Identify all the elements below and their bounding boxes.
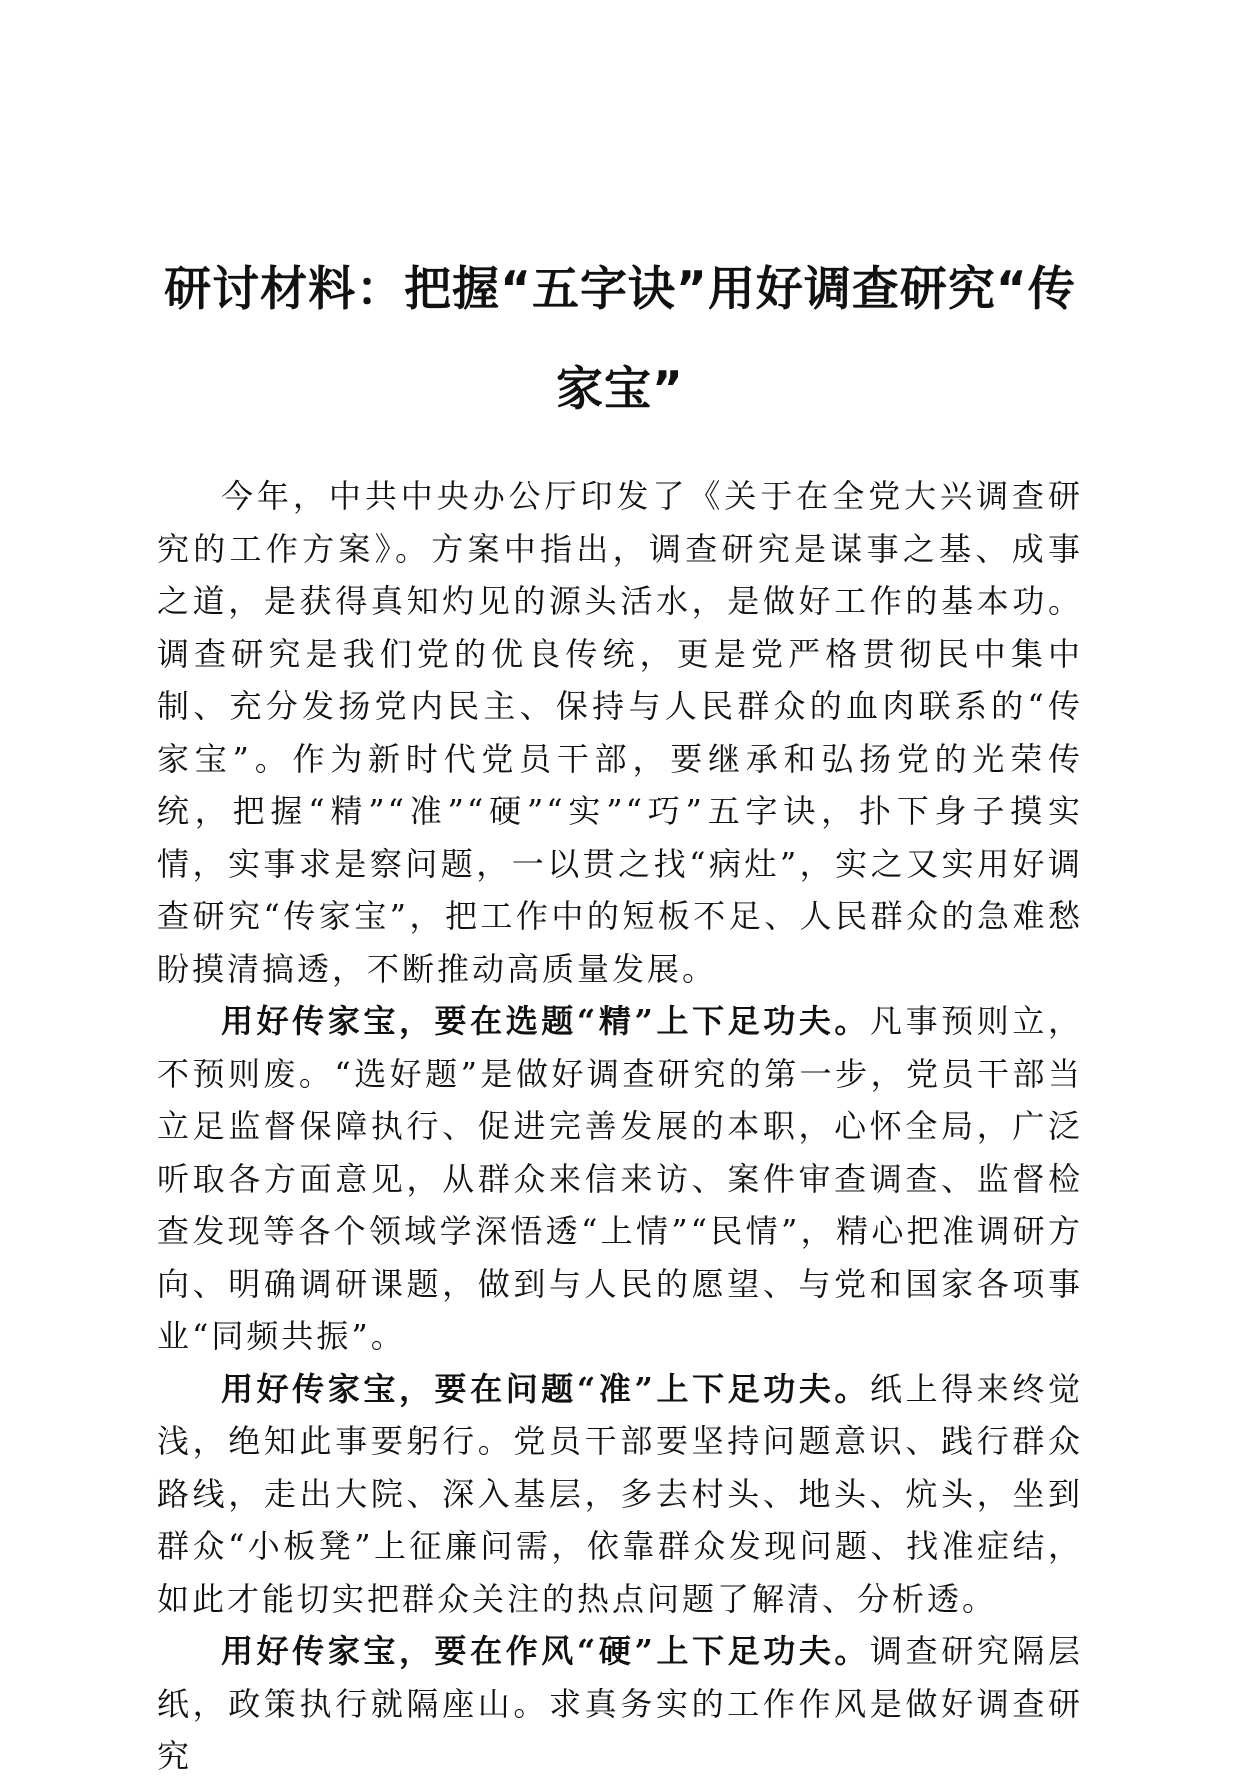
paragraph-text: 调查研究隔层纸，政策执行就隔座山。求真务实的工作作风是做好调查研究 <box>157 1632 1083 1775</box>
paragraph-text: 凡事预则立，不预则废。“选好题”是做好调查研究的第一步，党员干部当立足监督保障执行、促进完善发展的本职，心怀全局，广泛听取各方面意见，从群众来信来访、案件审查调查、监督检查发现等各个领域学深悟透“上情”“民情”，精心把准调研方向、明确调研课题，做到与人民的愿望、与党和国家各项事业“同频共振”。 <box>157 1002 1083 1355</box>
paragraph-lead: 用好传家宝，要在问题“准”上下足功夫。 <box>221 1369 871 1408</box>
paragraph-work-style <box>157 1625 1083 1783</box>
paragraph-intro <box>157 470 1083 995</box>
paragraph-text: 纸上得来终觉浅，绝知此事要躬行。党员干部要坚持问题意识、践行群众路线，走出大院、深入基层，多去村头、地头、炕头，坐到群众“小板凳”上征廉问需，依靠群众发现问题、找准症结，如此才能切实把群众关注的热点问题了解清、分析透。 <box>157 1369 1083 1618</box>
paragraph-lead: 用好传家宝，要在作风“硬”上下足功夫。 <box>221 1632 871 1670</box>
document-title: 研讨材料：把握“五字诀”用好调查研究“传家宝” <box>164 262 1076 417</box>
paragraph-lead: 用好传家宝，要在选题“精”上下足功夫。 <box>221 1002 871 1040</box>
paragraph-topic-selection <box>157 995 1083 1363</box>
document-body <box>157 470 1083 1783</box>
paragraph-problem-accuracy <box>157 1363 1083 1626</box>
paragraph-text: 今年，中共中央办公厅印发了《关于在全党大兴调查研究的工作方案》。方案中指出，调查研究是谋事之基、成事之道，是获得真知灼见的源头活水，是做好工作的基本功。调查研究是我们党的优良传统，更是党严格贯彻民中集中制、充分发扬党内民主、保持与人民群众的血肉联系的“传家宝”。作为新时代党员干部，要继承和弘扬党的光荣传统，把握“精”“准”“硬”“实”“巧”五字诀，扑下身子摸实情，实事求是察问题，一以贯之找“病灶”，实之又实用好调查研究“传家宝”，把工作中的短板不足、人民群众的急难愁盼摸清搞透，不断推动高质量发展。 <box>157 477 1083 988</box>
